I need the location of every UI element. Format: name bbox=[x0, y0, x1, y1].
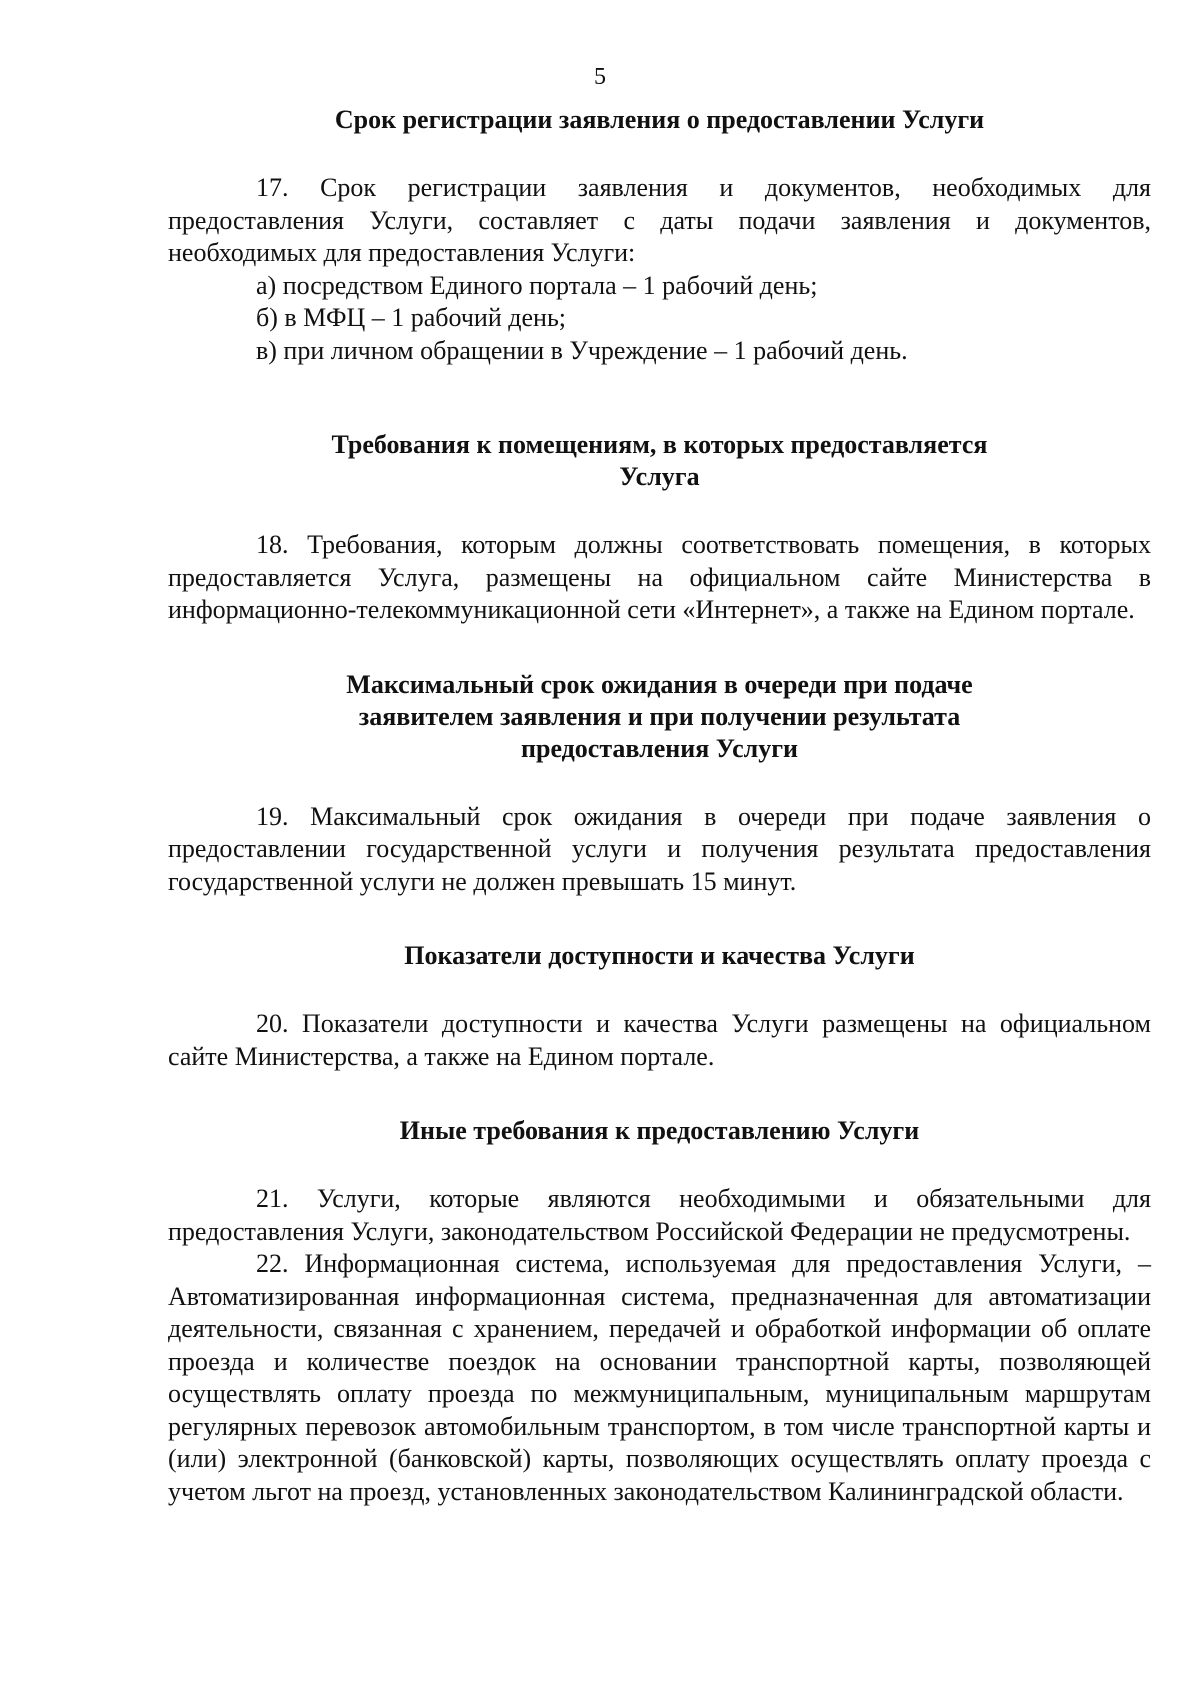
heading-line: Требования к помещениям, в которых предоставляется bbox=[331, 430, 988, 459]
paragraph-22: 22. Информационная система, используемая для предоставления Услуги, – Автоматизированная информационная система, предназначенная для автоматизации деятельности, связанная с хранением, передачей и обработкой информации об оплате проезда и количестве поездок на основании транспортной карты, позволяющей осуществлять оплату проезда по межмуниципальным, муниципальным маршрутам регулярных перевозок автомобильным транспортом, в том числе транспортной карты и (или) электронной (банковской) карты, позволяющих осуществлять оплату проезда с учетом льгот на проезд, установленных законодательством Калининградской области. bbox=[168, 1249, 1151, 1506]
paragraph-17: 17. Срок регистрации заявления и документов, необходимых для предоставления Услуги, составляет с даты подачи заявления и документов, необходимых для предоставления Услуги: bbox=[168, 173, 1151, 267]
page-number: 5 bbox=[594, 64, 606, 90]
section-heading-premises bbox=[168, 429, 1151, 493]
section-heading-registration-term bbox=[168, 104, 1151, 136]
section-heading-quality-indicators bbox=[168, 940, 1151, 972]
list-item-b: б) в МФЦ – 1 рабочий день; bbox=[256, 303, 567, 332]
paragraph-19: 19. Максимальный срок ожидания в очереди при подаче заявления о предоставлении государственной услуги и получения результата предоставления государственной услуги не должен превышать 15 минут. bbox=[168, 801, 1151, 896]
heading-line: Услуга bbox=[619, 462, 700, 491]
heading-line: Максимальный срок ожидания в очереди при подаче bbox=[346, 669, 973, 699]
paragraph-21: 21. Услуги, которые являются необходимыми и обязательными для предоставления Услуги, законодательством Российской Федерации не предусмотрены. bbox=[168, 1184, 1151, 1246]
heading-line: Срок регистрации заявления о предоставлении Услуги bbox=[334, 105, 985, 134]
section-heading-other-requirements bbox=[168, 1115, 1151, 1147]
heading-line: предоставления Услуги bbox=[521, 733, 798, 763]
list-item-c: в) при личном обращении в Учреждение – 1 рабочий день. bbox=[256, 335, 908, 365]
paragraph-20: 20. Показатели доступности и качества Услуги размещены на официальном сайте Министерства, а также на Едином портале. bbox=[168, 1009, 1151, 1071]
list-item-a: а) посредством Единого портала – 1 рабочий день; bbox=[256, 270, 818, 300]
heading-line: Иные требования к предоставлению Услуги bbox=[399, 1116, 920, 1145]
section-heading-queue-time bbox=[168, 669, 1151, 765]
paragraph-18: 18. Требования, которым должны соответствовать помещения, в которых предоставляется Услуга, размещены на официальном сайте Министерства в информационно-телекоммуникационной сети «Интернет», а также на Едином портале. bbox=[168, 530, 1151, 624]
heading-line: Показатели доступности и качества Услуги bbox=[404, 941, 915, 970]
heading-line: заявителем заявления и при получении результата bbox=[358, 701, 961, 731]
document-body bbox=[168, 104, 1151, 1508]
